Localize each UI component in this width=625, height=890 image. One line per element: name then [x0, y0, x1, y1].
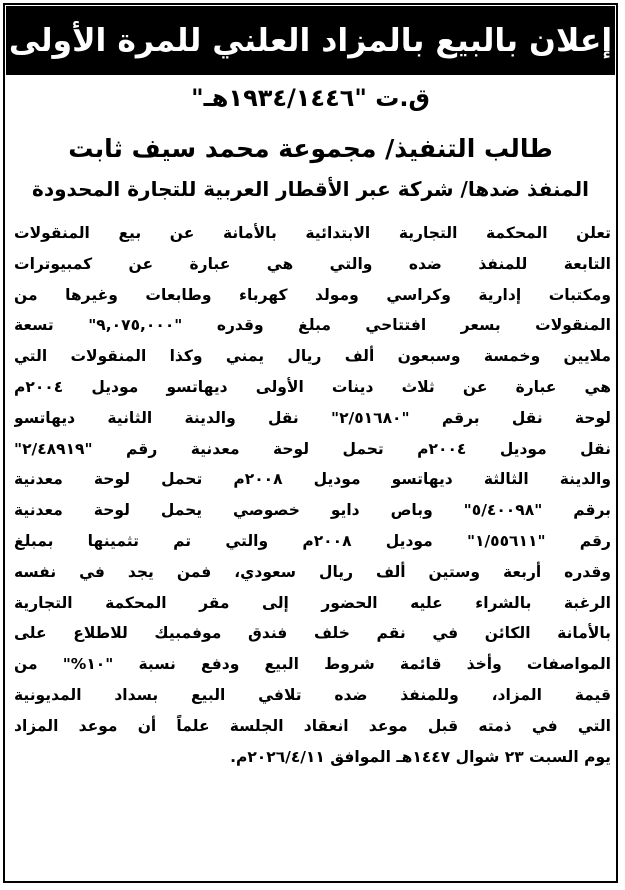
body-line: بالأمانة الكائن في نقم خلف فندق موفمبيك للاطلاع على [14, 624, 611, 643]
body-line: والدينة الثالثة ديهاتسو موديل ٢٠٠٨م تحمل لوحة معدنية [14, 470, 611, 489]
body-line: الرغبة بالشراء عليه الحضور إلى مقر المحكمة التجارية [14, 593, 611, 612]
body-line: ملايين وخمسة وسبعون ألف ريال يمني وكذا المنقولات التي [14, 347, 611, 366]
body-line: المنقولات بسعر افتتاحي مبلغ وقدره "٩,٠٧٥,٠٠٠" تسعة [14, 316, 611, 335]
body-line: وقدره أربعة وستين ألف ريال سعودي، فمن يجد في نفسه [14, 562, 611, 581]
body-line: قيمة المزاد، وللمنفذ ضده تلافي البيع بسداد المديونية [14, 685, 611, 704]
body-line: لوحة نقل برقم "٢/٥١٦٨٠" نقل والدينة الثانية ديهاتسو [14, 408, 611, 427]
body-line: هي عبارة عن ثلاث دينات الأولى ديهاتسو موديل ٢٠٠٤م [14, 377, 611, 396]
body-line: المواصفات وأخذ قائمة شروط البيع ودفع نسبة "١٠%" من [14, 655, 611, 674]
body-line: رقم "١/٥٥٦١١" موديل ٢٠٠٨م والتي تم تثمينها بمبلغ [14, 531, 611, 550]
body-line: ومكتبات إدارية وكراسي ومولد كهرباء وطابعات وغيرها من [14, 285, 611, 304]
body-line: التابعة للمنفذ ضده والتي هي عبارة عن كمبيوترات [14, 254, 611, 273]
notice-title-banner [6, 6, 615, 75]
body-line: التي في ذمته قبل موعد انعقاد الجلسة علماً أن موعد المزاد [14, 716, 611, 735]
case-number: ق.ت "١٩٣٤/١٤٤٦هـ" [191, 84, 430, 112]
notice-title: إعلان بالبيع بالمزاد العلني للمرة الأولى [8, 22, 613, 59]
body-line: يوم السبت ٢٣ شوال ١٤٤٧هـ الموافق ٢٠٢٦/٤/١١م. [230, 747, 611, 766]
notice-body [14, 218, 611, 772]
applicant-line: طالب التنفيذ/ مجموعة محمد سيف ثابت [68, 134, 553, 163]
body-line: تعلن المحكمة التجارية الابتدائية بالأمانة عن بيع المنقولات [14, 224, 611, 242]
debtor-line: المنفذ ضدها/ شركة عبر الأقطار العربية للتجارة المحدودة [32, 177, 589, 201]
body-line: نقل موديل ٢٠٠٤م تحمل لوحة معدنية رقم "٢/٤٨٩١٩" [14, 439, 611, 458]
body-line: برقم "٥/٤٠٠٩٨" وباص دايو خصوصي يحمل لوحة معدنية [14, 501, 611, 520]
